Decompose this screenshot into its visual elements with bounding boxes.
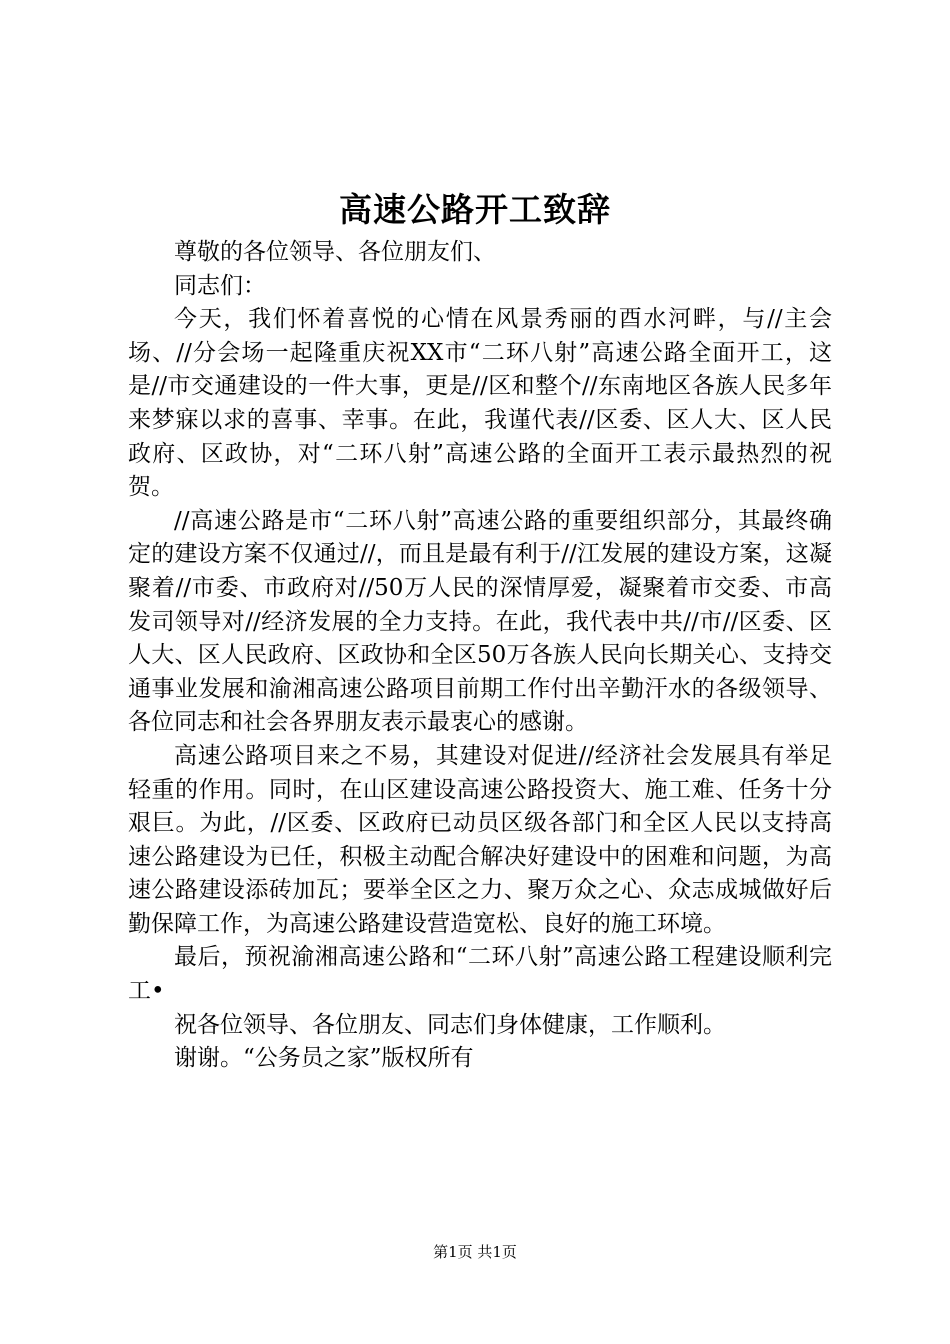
salutation-line: 同志们： <box>174 272 266 299</box>
closing-line: 祝各位领导、各位朋友、同志们身体健康，工作顺利。 <box>174 1011 726 1038</box>
document-body <box>128 236 832 1076</box>
closing-line: 谢谢。“公务员之家”版权所有 <box>174 1045 474 1072</box>
body-paragraph: 高速公路项目来之不易，其建设对促进//经济社会发展具有举足轻重的作用。同时，在山区建设高速公路投资大、施工难、任务十分艰巨。为此，//区委、区政府已动员区级各部门和全区人民以支持高速公路建设为已任，积极主动配合解决好建设中的困难和问题，为高速公路建设添砖加瓦；要举全区之力、聚万众之心、众志成城做好后勤保障工作，为高速公路建设营造宽松、良好的施工环境。 <box>128 742 832 937</box>
document-title: 高速公路开工致辞 <box>339 190 611 229</box>
body-paragraph: //高速公路是市“二环八射”高速公路的重要组织部分，其最终确定的建设方案不仅通过//，而且是最有利于//江发展的建设方案，这凝聚着//市委、市政府对//50万人民的深情厚爱，凝聚着市交委、市高发司领导对//经济发展的全力支持。在此，我代表中共//市//区委、区人大、区人民政府、区政协和全区50万各族人民向长期关心、支持交通事业发展和渝湘高速公路项目前期工作付出辛勤汗水的各级领导、各位同志和社会各界朋友表示最衷心的感谢。 <box>128 507 832 736</box>
page-number-footer: 第1页 共1页 <box>433 1243 517 1261</box>
body-paragraph: 最后，预祝渝湘高速公路和“二环八射”高速公路工程建设顺利完工• <box>128 944 832 1005</box>
body-paragraph: 今天，我们怀着喜悦的心情在风景秀丽的酉水河畔，与//主会场、//分会场一起隆重庆祝XX市“二环八射”高速公路全面开工，这是//市交通建设的一件大事，更是//区和整个//东南地区各族人民多年来梦寐以求的喜事、幸事。在此，我谨代表//区委、区人大、区人民政府、区政协，对“二环八射”高速公路的全面开工表示最热烈的祝贺。 <box>128 306 832 501</box>
salutation-line: 尊敬的各位领导、各位朋友们、 <box>174 239 496 265</box>
